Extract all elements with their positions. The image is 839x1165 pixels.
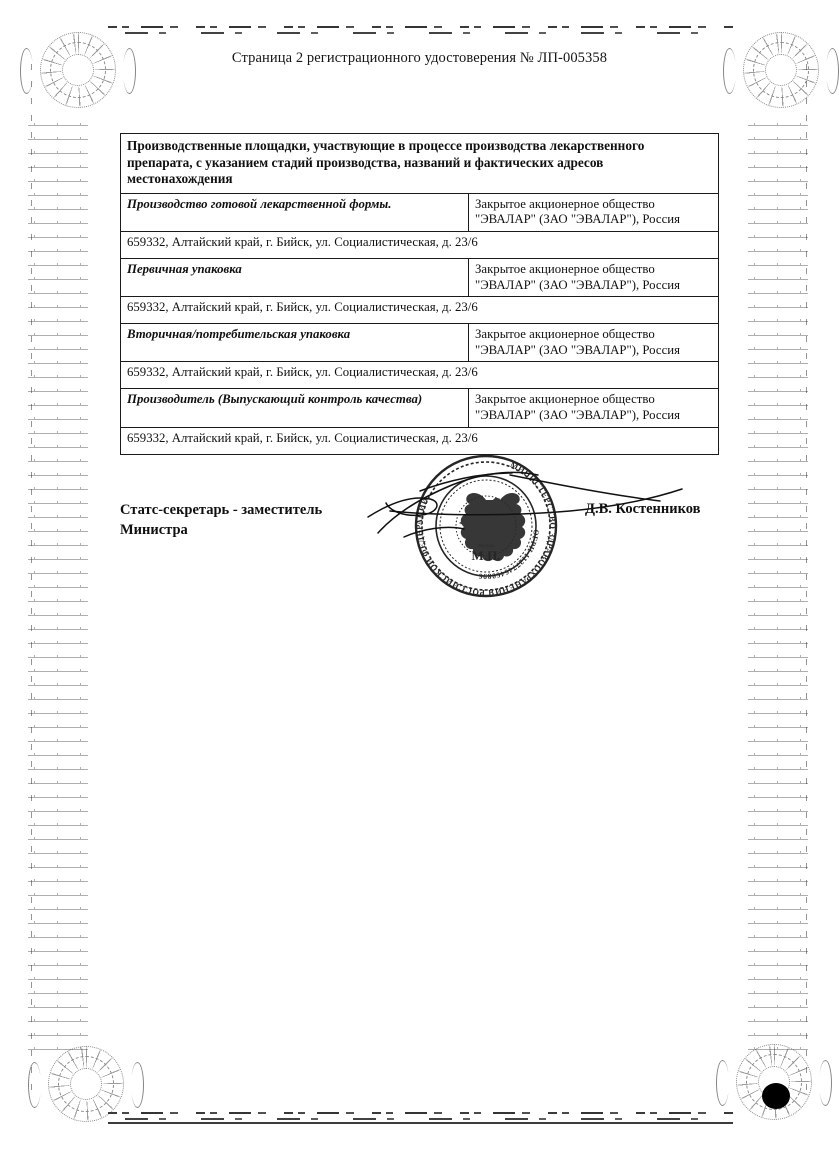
table-row [121,193,719,231]
signatory-title [120,501,410,540]
scan-artifact-band-bottom [108,1108,733,1128]
stage-cell: Первичная упаковка [121,259,469,297]
svg-text:М.П.: М.П. [471,548,501,563]
stage-cell: Производитель (Выпускающий контроль качества) [121,389,469,427]
stage-cell: Вторичная/потребительская упаковка [121,324,469,362]
table-row [121,324,719,362]
organization-cell: Закрытое акционерное общество "ЭВАЛАР" (ЗАО "ЭВАЛАР"), Россия [469,389,719,427]
table-title-cell: Производственные площадки, участвующие в процессе производства лекарственного препарата, с указанием стадий производства, названий и фактических адресов местонахождения [121,134,719,194]
signatory-title-line-2: Министра [120,521,188,538]
official-stamp-icon [410,450,562,602]
scan-artifact-speckle-right [748,120,808,1050]
organization-cell: Закрытое акционерное общество "ЭВАЛАР" (ЗАО "ЭВАЛАР"), Россия [469,324,719,362]
scan-artifact-edge-rule-left [31,60,32,1090]
table-row [121,389,719,427]
manufacturing-sites-table [120,133,719,455]
security-rosette-bottom-left-icon [40,1038,132,1130]
svg-text:Москва: Москва [477,544,495,549]
table-header-row [121,134,719,194]
scan-artifact-ink-blob [762,1083,790,1109]
address-cell: 659332, Алтайский край, г. Бийск, ул. Социалистическая, д. 23/6 [121,232,719,259]
scan-artifact-edge-rule-right [806,60,807,1090]
table-row [121,362,719,389]
table-row [121,297,719,324]
organization-cell: Закрытое акционерное общество "ЭВАЛАР" (ЗАО "ЭВАЛАР"), Россия [469,193,719,231]
organization-cell: Закрытое акционерное общество "ЭВАЛАР" (ЗАО "ЭВАЛАР"), Россия [469,259,719,297]
scan-artifact-band-top [108,22,733,38]
address-cell: 659332, Алтайский край, г. Бийск, ул. Социалистическая, д. 23/6 [121,362,719,389]
page-header-text: Страница 2 регистрационного удостоверения № ЛП-005358 [231,50,608,66]
svg-text:МИНИСТЕРСТВО ЗДРАВООХРАНЕНИЯ Р: МИНИСТЕРСТВО ЗДРАВООХРАНЕНИЯ РОССИЙСКОЙ ФЕДЕРАЦИИ [414,460,557,598]
scan-artifact-speckle-left [28,120,88,1050]
svg-text:ОГРН 1127746460896: ОГРН 1127746460896 [477,528,541,582]
security-rosette-top-left-icon [32,24,124,116]
table-row [121,259,719,297]
table-row [121,232,719,259]
signatory-title-line-1: Статс-секретарь - заместитель [120,502,323,518]
signatory-name: Д.В. Костенников [585,501,701,517]
security-rosette-top-right-icon [735,24,827,116]
stage-cell: Производство готовой лекарственной формы. [121,193,469,231]
address-cell: 659332, Алтайский край, г. Бийск, ул. Социалистическая, д. 23/6 [121,297,719,324]
address-cell: 659332, Алтайский край, г. Бийск, ул. Социалистическая, д. 23/6 [121,427,719,454]
